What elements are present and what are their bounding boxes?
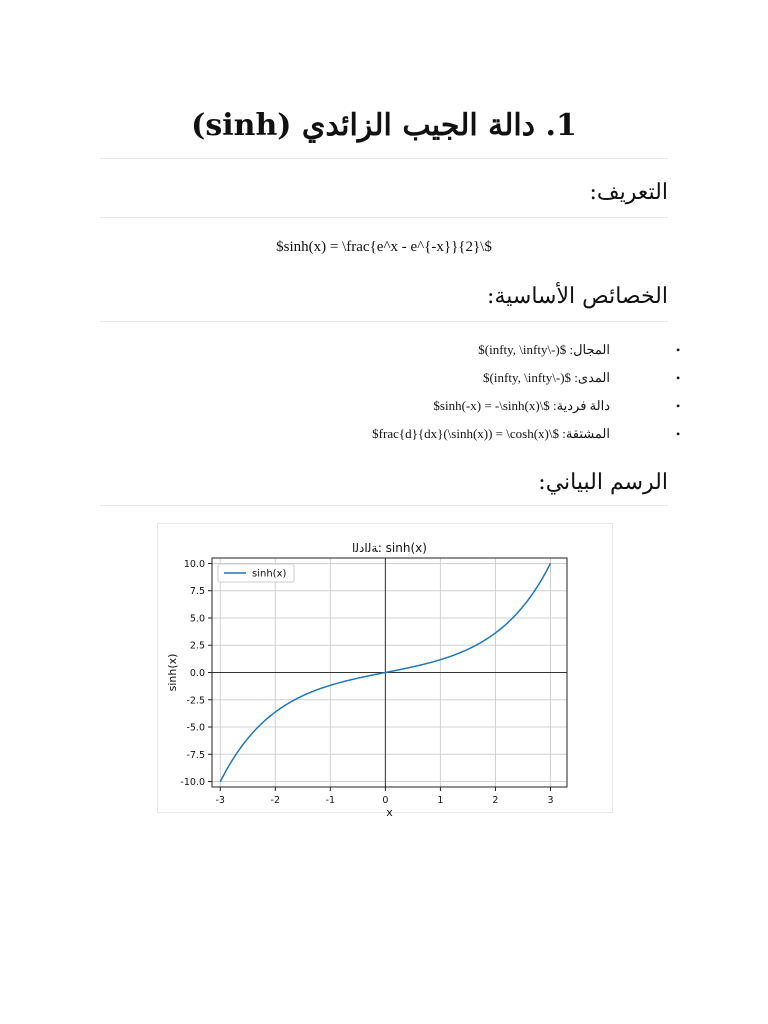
list-item: • دالة فردية: $\sinh(-x) = -\sinh(x)$ <box>433 398 681 413</box>
divider <box>100 158 668 159</box>
list-item: • المدى: $(-\infty, \infty)$ <box>483 370 681 385</box>
definition-formula: $sinh(x) = \frac{e^x - e^{-x}}{2}\$ <box>276 239 492 255</box>
x-tick-label: -2 <box>270 795 281 806</box>
chart-legend <box>218 564 294 582</box>
y-tick-label: 5.0 <box>189 613 205 625</box>
property-odd: دالة فردية: $\sinh(-x) = -\sinh(x)$ <box>433 398 610 413</box>
y-tick-label: -7.5 <box>186 749 205 761</box>
divider <box>100 321 668 322</box>
property-domain: المجال: $(-\infty, \infty)$ <box>478 342 610 357</box>
list-item: • المشتقة: $\frac{d}{dx}(\sinh(x)) = \cosh(x)$ <box>372 426 681 441</box>
sinh-chart-figure <box>157 523 613 819</box>
x-tick-label: 0 <box>382 795 389 806</box>
x-tick-label: -1 <box>325 795 336 806</box>
x-axis-label: x <box>386 806 393 819</box>
y-tick-label: -2.5 <box>186 695 205 707</box>
chart-title: ﺔﻟﺍﺩﻟﺍ: sinh(x) <box>352 541 427 555</box>
y-tick-label: 7.5 <box>189 586 205 598</box>
x-tick-label: -3 <box>215 795 225 806</box>
list-item: • المجال: $(-\infty, \infty)$ <box>478 342 681 357</box>
y-tick-label: -5.0 <box>186 722 205 734</box>
y-tick-label: 10.0 <box>183 558 205 570</box>
page-title: 1. دالة الجيب الزائدي (sinh) <box>191 108 577 143</box>
graph-heading: الرسم البياني: <box>538 470 668 495</box>
x-tick-label: 1 <box>437 795 444 806</box>
sinh-chart <box>158 524 612 819</box>
property-range: المدى: $(-\infty, \infty)$ <box>483 370 610 385</box>
legend-label: sinh(x) <box>252 568 287 580</box>
properties-heading: الخصائص الأساسية: <box>487 284 668 309</box>
x-tick-label: 2 <box>492 795 499 806</box>
y-tick-label: 2.5 <box>189 640 205 652</box>
property-derivative: المشتقة: $\frac{d}{dx}(\sinh(x)) = \cosh(x)$ <box>372 426 610 441</box>
x-tick-label: 3 <box>547 795 554 806</box>
divider <box>100 505 668 506</box>
y-tick-label: 0.0 <box>189 668 205 679</box>
definition-heading: التعريف: <box>589 180 668 205</box>
divider <box>100 217 668 218</box>
properties-list <box>100 340 681 452</box>
y-axis-label: sinh(x) <box>166 653 179 692</box>
y-tick-label: -10.0 <box>180 777 205 789</box>
